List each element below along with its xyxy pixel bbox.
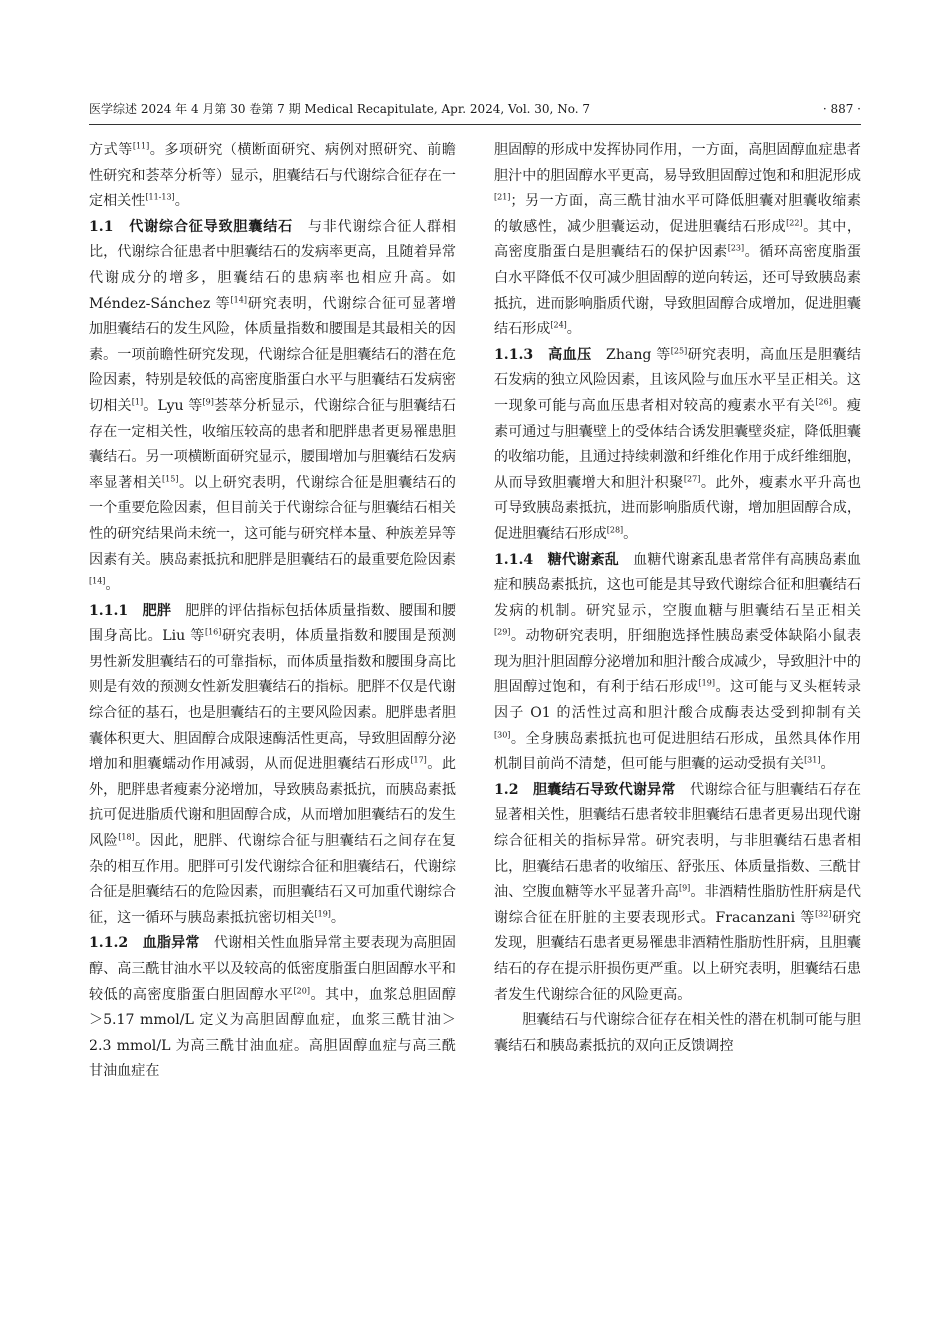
citation: [30]	[494, 729, 511, 739]
citation: [31]	[804, 755, 821, 765]
citation: [32]	[815, 909, 832, 919]
citation: [25]	[670, 346, 688, 356]
citation: [20]	[293, 985, 310, 995]
header-rule	[89, 124, 861, 125]
citation: [17]	[410, 755, 427, 765]
citation: [29]	[494, 627, 511, 637]
page-number: · 887 ·	[822, 102, 861, 116]
citation: [18]	[118, 832, 135, 842]
section-heading: 1.2 胆囊结石导致代谢异常	[494, 781, 676, 798]
citation: [11-13]	[145, 192, 175, 202]
citation: [19]	[314, 909, 331, 919]
citation: [24]	[550, 320, 567, 330]
section-paragraph: 1.1.3 高血压 Zhang 等[25]研究表明，高血压是胆囊结石发病的独立风险因素，且该风险与血压水平呈正相关。这一现象可能与高血压患者相对较高的瘦素水平有关[26]。瘦素可通过与胆囊壁上的受体结合诱发胆囊壁炎症，降低胆囊的收缩功能，且通过持续刺激和纤维化作用于成纤维细胞，从而导致胆囊增大和胆汁积聚[27]。此外，瘦素水平升高也可导致胰岛素抵抗，进而影响脂质代谢，增加胆固醇合成，促进胆囊结石形成[28]。	[494, 346, 862, 542]
citation: [9]	[678, 883, 691, 893]
citation: [21]	[494, 192, 511, 202]
section-heading: 1.1 代谢综合征导致胆囊结石	[89, 218, 293, 235]
citation: [22]	[786, 218, 803, 228]
section-heading: 1.1.1 肥胖	[89, 602, 172, 619]
citation: [11]	[132, 141, 150, 151]
citation: [15]	[162, 474, 179, 484]
citation: [1]	[131, 397, 144, 407]
right-column	[494, 138, 861, 1059]
left-column	[89, 138, 456, 1085]
section-paragraph: 1.1.2 血脂异常 代谢相关性血脂异常主要表现为高胆固醇、高三酰甘油水平以及较高的低密度脂蛋白胆固醇水平和较低的高密度脂蛋白胆固醇水平[20]。其中，血浆总胆固醇＞5.17 mmol/L 定义为高胆固醇血症，血浆三酰甘油＞2.3 mmol/L 为高三酰甘油血症。高胆固醇血症与高三酰甘油血症在	[89, 935, 457, 1080]
paragraph: 胆固醇的形成中发挥协同作用，一方面，高胆固醇血症患者胆汁中的胆固醇水平更高，易导致胆固醇过饱和和胆泥形成[21]；另一方面，高三酰甘油水平可降低胆囊对胆囊收缩素的敏感性，减少胆囊运动，促进胆囊结石形成[22]。其中，高密度脂蛋白是胆囊结石的保护因素[23]。循环高密度脂蛋白水平降低不仅可减少胆固醇的逆向转运，还可导致胰岛素抵抗，进而影响脂质代谢，导致胆固醇合成增加，促进胆囊结石形成[24]。	[494, 142, 862, 338]
running-header	[89, 98, 861, 120]
citation: [23]	[727, 243, 745, 253]
section-paragraph: 1.1.1 肥胖 肥胖的评估指标包括体质量指数、腰围和腰围身高比。Liu 等[16]研究表明，体质量指数和腰围是预测男性新发胆囊结石的可靠指标，而体质量指数和腰围身高比则是有效的预测女性新发胆囊结石的指标。肥胖不仅是代谢综合征的基石，也是胆囊结石的主要风险因素。肥胖患者胆囊体积更大、胆固醇合成限速酶活性更高，导致胆固醇分泌增加和胆囊蠕动作用减弱，从而促进胆囊结石形成[17]。此外，肥胖患者瘦素分泌增加，导致胰岛素抵抗，而胰岛素抵抗可促进脂质代谢和胆固醇合成，从而增加胆囊结石的发生风险[18]。因此，肥胖、代谢综合征与胆囊结石之间存在复杂的相互作用。肥胖可引发代谢综合征和胆囊结石，代谢综合征是胆囊结石的危险因素，而胆囊结石又可加重代谢综合征，这一循环与胰岛素抵抗密切相关[19]。	[89, 602, 457, 926]
section-paragraph: 1.2 胆囊结石导致代谢异常 代谢综合征与胆囊结石存在显著相关性，胆囊结石患者较非胆囊结石患者更易出现代谢综合征相关的指标异常。研究表明，与非胆囊结石患者相比，胆囊结石患者的收缩压、舒张压、体质量指数、三酰甘油、空腹血糖等水平显著升高[9]。非酒精性脂肪性肝病是代谢综合征在肝脏的主要表现形式。Fracanzani 等[32]研究发现，胆囊结石患者更易罹患非酒精性脂肪性肝病，且胆囊结石的存在提示肝损伤更严重。以上研究表明，胆囊结石患者发生代谢综合征的风险更高。	[494, 781, 862, 1003]
citation: [26]	[815, 397, 832, 407]
citation: [16]	[204, 627, 222, 637]
citation: [14]	[230, 294, 247, 304]
section-heading: 1.1.4 糖代谢紊乱	[494, 551, 619, 568]
section-heading: 1.1.2 血脂异常	[89, 935, 200, 952]
citation: [28]	[606, 525, 624, 535]
citation: [19]	[698, 678, 715, 688]
citation: [14]	[89, 576, 106, 586]
paragraph: 方式等[11]。多项研究（横断面研究、病例对照研究、前瞻性研究和荟萃分析等）显示，胆囊结石与代谢综合征存在一定相关性[11-13]。	[89, 141, 457, 210]
section-heading: 1.1.3 高血压	[494, 346, 592, 363]
citation: [9]	[202, 397, 214, 407]
citation: [27]	[683, 474, 701, 484]
paragraph: 胆囊结石与代谢综合征存在相关性的潜在机制可能与胆囊结石和胰岛素抵抗的双向正反馈调控	[494, 1012, 861, 1054]
journal-info: 医学综述 2024 年 4 月第 30 卷第 7 期 Medical Recapitulate, Apr. 2024, Vol. 30, No. 7	[89, 102, 590, 116]
section-paragraph: 1.1.4 糖代谢紊乱 血糖代谢紊乱患者常伴有高胰岛素血症和胰岛素抵抗，这也可能是其导致代谢综合征和胆囊结石发病的机制。研究显示，空腹血糖与胆囊结石呈正相关[29]。动物研究表明，肝细胞选择性胰岛素受体缺陷小鼠表现为胆汁胆固醇分泌增加和胆汁酸合成减少，导致胆汁中的胆固醇过饱和，有利于结石形成[19]。这可能与叉头框转录因子 O1 的活性过高和胆汁酸合成酶表达受到抑制有关[30]。全身胰岛素抵抗也可促进胆结石形成，虽然具体作用机制目前尚不清楚，但可能与胆囊的运动受损有关[31]。	[494, 551, 862, 773]
section-paragraph: 1.1 代谢综合征导致胆囊结石 与非代谢综合征人群相比，代谢综合征患者中胆囊结石的发病率更高，且随着异常代谢成分的增多，胆囊结石的患病率也相应升高。如 Méndez-Sánchez 等[14]研究表明，代谢综合征可显著增加胆囊结石的发生风险，体质量指数和腰围是其最相关的因素。一项前瞻性研究发现，代谢综合征是胆囊结石的潜在危险因素，特别是较低的高密度脂蛋白水平与胆囊结石发病密切相关[1]。Lyu 等[9]荟萃分析显示，代谢综合征与胆囊结石存在一定相关性，收缩压较高的患者和肥胖患者更易罹患胆囊结石。另一项横断面研究显示，腰围增加与胆囊结石发病率显著相关[15]。以上研究表明，代谢综合征是胆囊结石的一个重要危险因素，但目前关于代谢综合征与胆囊结石相关性的研究结果尚未统一，这可能与研究样本量、种族差异等因素有关。胰岛素抵抗和肥胖是胆囊结石的最重要危险因素[14]。	[89, 218, 457, 594]
